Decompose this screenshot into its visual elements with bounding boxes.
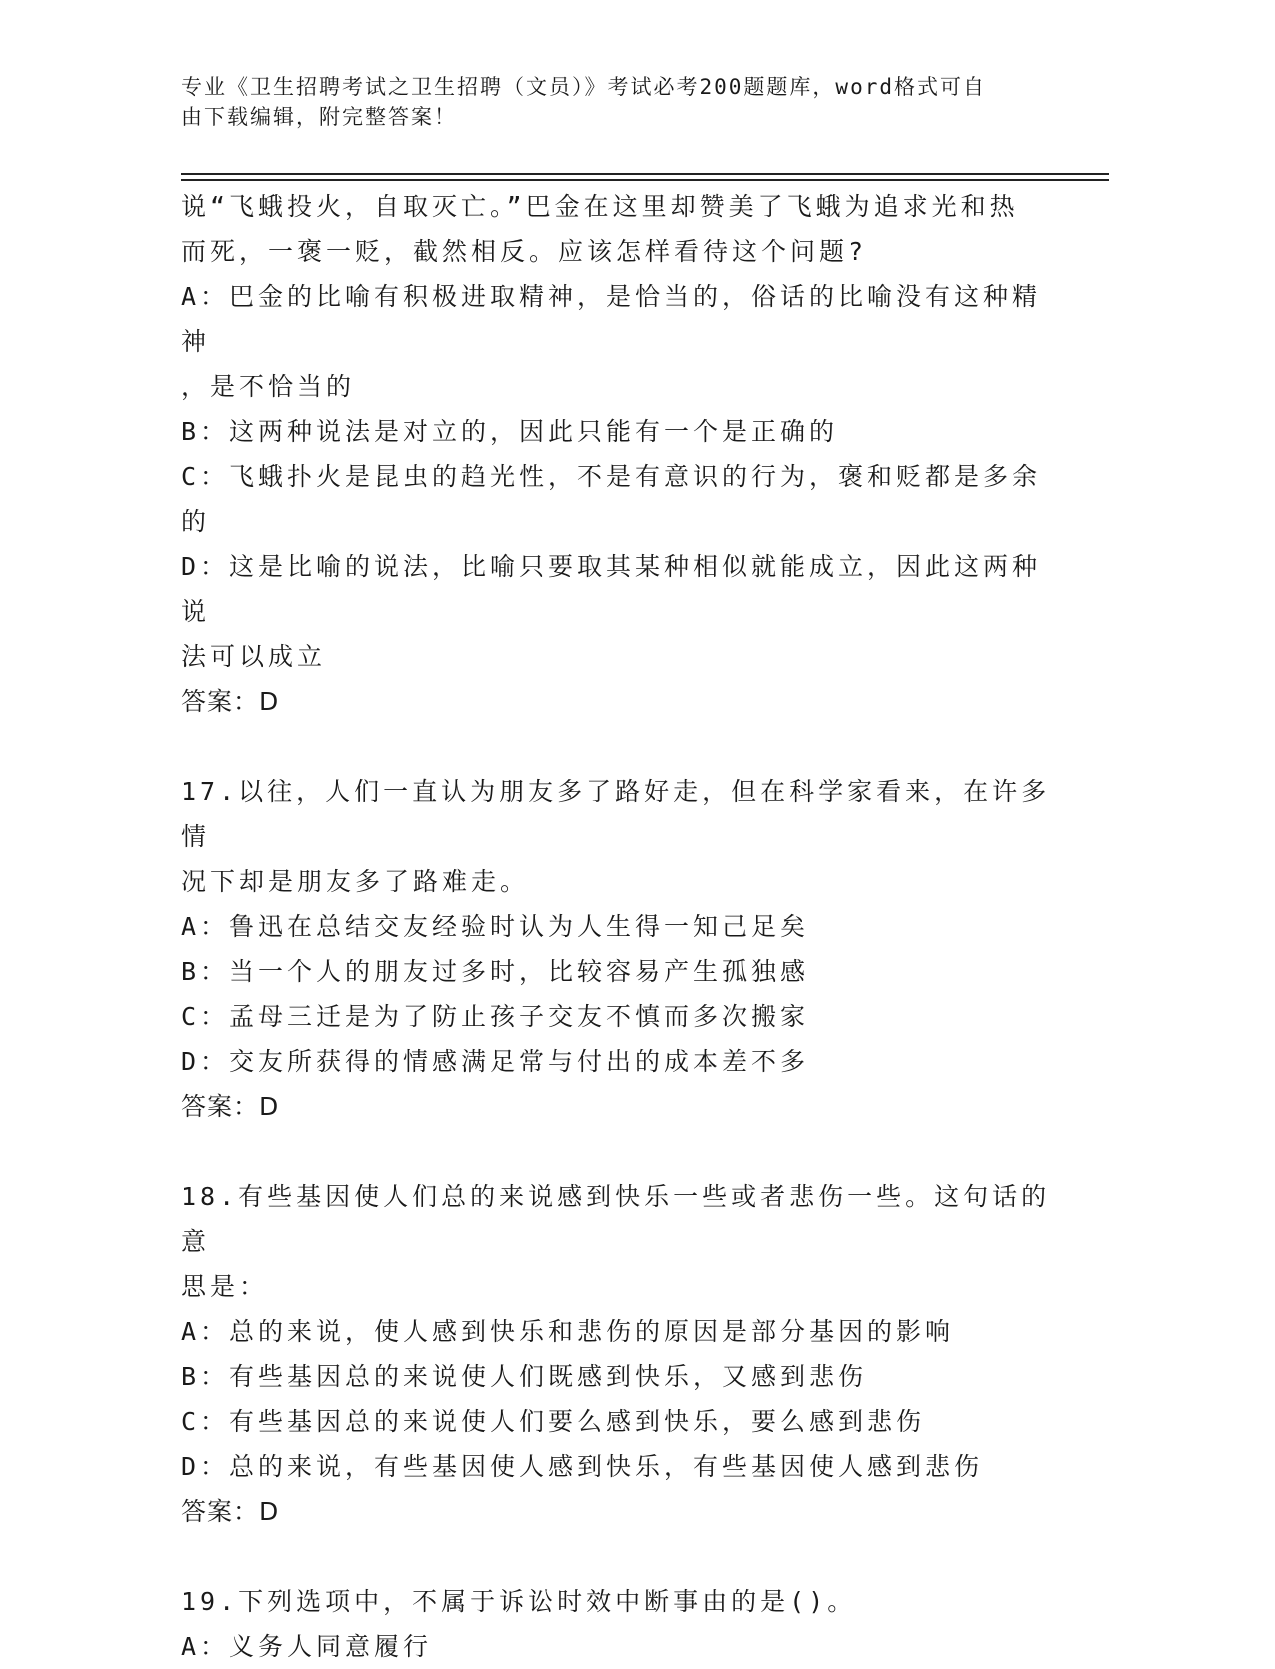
option-b: B：这两种说法是对立的，因此只能有一个是正确的 [181,417,839,446]
header-title-line-2: 由下载编辑，附完整答案！ [181,105,457,129]
option-d: D：总的来说，有些基因使人感到快乐，有些基因使人感到悲伤 [181,1452,984,1481]
header-rule-bottom [181,179,1109,181]
answer-line: 答案：D [181,1092,280,1121]
option-a: A：总的来说，使人感到快乐和悲伤的原因是部分基因的影响 [181,1317,955,1346]
question-stem: 19.下列选项中，不属于诉讼时效中断事由的是()。 [181,1587,857,1616]
option-d: D：交友所获得的情感满足常与付出的成本差不多 [181,1047,810,1076]
answer-line: 答案：D [181,1497,280,1526]
question-18 [181,1174,1061,1534]
option-c: C：孟母三迁是为了防止孩子交友不慎而多次搬家 [181,1002,810,1031]
option-c: C：飞蛾扑火是昆虫的趋光性，不是有意识的行为，褒和贬都是多余的 [181,462,1042,536]
question-19 [181,1579,1061,1669]
document-header [181,72,1061,132]
option-b: B：有些基因总的来说使人们既感到快乐，又感到悲伤 [181,1362,868,1391]
question-stem: 17.以往，人们一直认为朋友多了路好走，但在科学家看来，在许多情 [181,777,1051,851]
option-b: B：当一个人的朋友过多时，比较容易产生孤独感 [181,957,810,986]
header-rule-top [181,173,1109,175]
question-stem: 况下却是朋友多了路难走。 [181,867,530,896]
question-17 [181,769,1061,1129]
option-c: C：有些基因总的来说使人们要么感到快乐，要么感到悲伤 [181,1407,926,1436]
option-d-continued: 法可以成立 [181,642,327,671]
question-16 [181,184,1061,724]
option-a: A：巴金的比喻有积极进取精神，是恰当的，俗话的比喻没有这种精神 [181,282,1042,356]
question-stem: 说“飞蛾投火，自取灭亡。”巴金在这里却赞美了飞蛾为追求光和热 [181,192,1019,221]
question-stem: 思是： [181,1272,269,1301]
question-stem: 而死，一褒一贬，截然相反。应该怎样看待这个问题? [181,237,868,266]
option-a: A：鲁迅在总结交友经验时认为人生得一知己足矣 [181,912,810,941]
option-d: D：这是比喻的说法，比喻只要取其某种相似就能成立，因此这两种说 [181,552,1042,626]
option-a: A：义务人同意履行 [181,1632,433,1661]
option-a-continued: ，是不恰当的 [181,372,356,401]
document-body [181,184,1061,1669]
header-title-line-1: 专业《卫生招聘考试之卫生招聘（文员）》考试必考200题题库，word格式可自 [181,75,986,99]
answer-line: 答案：D [181,687,280,716]
question-stem: 18.有些基因使人们总的来说感到快乐一些或者悲伤一些。这句话的意 [181,1182,1051,1256]
